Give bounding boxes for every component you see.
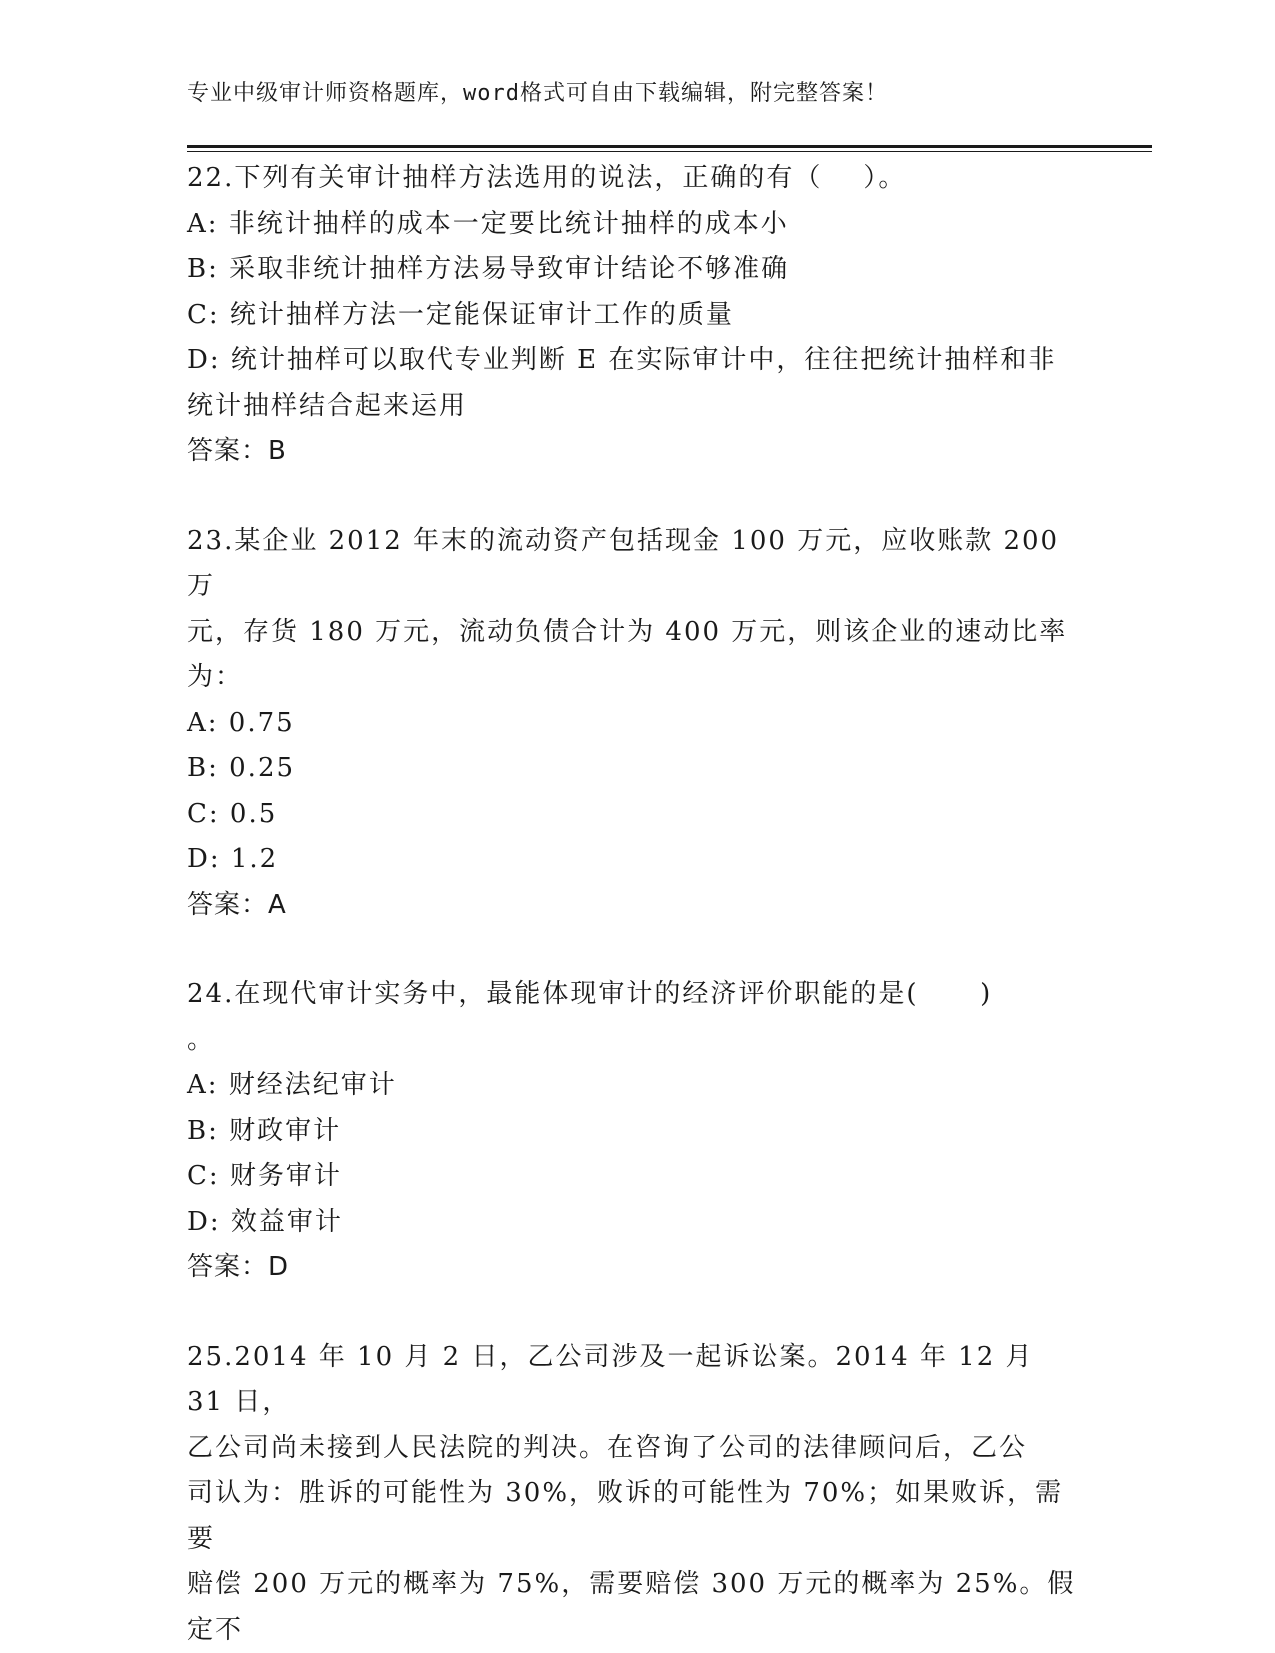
- option-d: D: 1.2: [187, 837, 1077, 883]
- page-header: 专业中级审计师资格题库，word格式可自由下载编辑，附完整答案！: [187, 76, 888, 107]
- option-d: D: 效益审计: [187, 1200, 1077, 1246]
- option-a: A: 财经法纪审计: [187, 1063, 1077, 1109]
- question-25: [187, 1335, 1077, 1653]
- question-list: [187, 156, 1077, 1653]
- option-a: A: 非统计抽样的成本一定要比统计抽样的成本小: [187, 202, 1077, 248]
- option-d: D: 统计抽样可以取代专业判断 E 在实际审计中，往往把统计抽样和非: [187, 338, 1077, 384]
- question-22: [187, 156, 1077, 475]
- question-stem-continued: 司认为：胜诉的可能性为 30%，败诉的可能性为 70%；如果败诉，需要: [187, 1471, 1077, 1562]
- question-stem: 25.2014 年 10 月 2 日，乙公司涉及一起诉讼案。2014 年 12 月 31 日，: [187, 1335, 1077, 1426]
- question-stem-continued: 元，存货 180 万元，流动负债合计为 400 万元，则该企业的速动比率: [187, 610, 1077, 656]
- question-stem-continued: 。: [187, 1018, 1077, 1064]
- option-a: A: 0.75: [187, 701, 1077, 747]
- option-c: C: 财务审计: [187, 1154, 1077, 1200]
- option-d-continued: 统计抽样结合起来运用: [187, 384, 1077, 430]
- option-c: C: 0.5: [187, 792, 1077, 838]
- question-stem-continued: 乙公司尚未接到人民法院的判决。在咨询了公司的法律顾问后，乙公: [187, 1426, 1077, 1472]
- question-24: [187, 972, 1077, 1291]
- option-c: C: 统计抽样方法一定能保证审计工作的质量: [187, 293, 1077, 339]
- question-23: [187, 519, 1077, 929]
- header-rule-thin: [187, 151, 1152, 152]
- option-b: B: 0.25: [187, 746, 1077, 792]
- question-stem-continued: 为：: [187, 655, 1077, 701]
- question-stem: 23.某企业 2012 年末的流动资产包括现金 100 万元，应收账款 200 万: [187, 519, 1077, 610]
- answer: 答案：A: [187, 883, 1077, 929]
- question-stem: 24.在现代审计实务中，最能体现审计的经济评价职能的是( ): [187, 972, 1077, 1018]
- answer: 答案：D: [187, 1245, 1077, 1291]
- header-rule-thick: [187, 145, 1152, 148]
- question-stem: 22.下列有关审计抽样方法选用的说法，正确的有（ ）。: [187, 156, 1077, 202]
- option-b: B: 财政审计: [187, 1109, 1077, 1155]
- question-stem-continued: 赔偿 200 万元的概率为 75%，需要赔偿 300 万元的概率为 25%。假定不: [187, 1562, 1077, 1653]
- option-b: B: 采取非统计抽样方法易导致审计结论不够准确: [187, 247, 1077, 293]
- answer: 答案：B: [187, 429, 1077, 475]
